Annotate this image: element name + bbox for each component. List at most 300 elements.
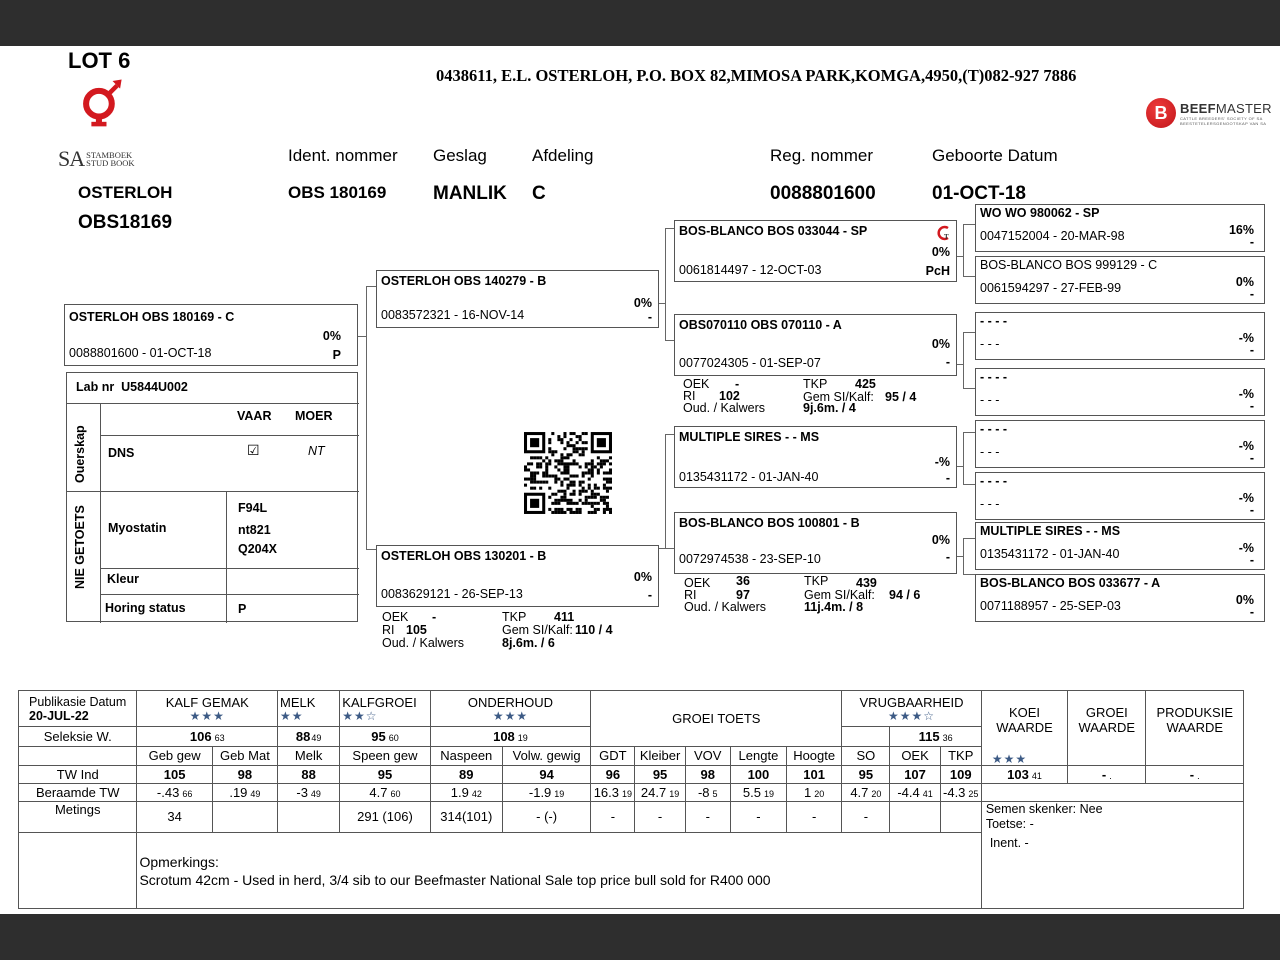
qr-module	[573, 432, 576, 435]
vrugbaarheid-label: VRUGBAARHEID	[859, 695, 964, 711]
gen3-flag: -	[1249, 451, 1254, 465]
trait-tw-index: 101	[787, 766, 842, 784]
sd-stats	[683, 378, 963, 420]
qr-module	[563, 493, 566, 496]
myostatin-label: Myostatin	[108, 521, 167, 535]
pedigree-sire[interactable]	[376, 270, 659, 328]
remarks-label: Opmerkings:	[139, 853, 219, 870]
qr-module	[576, 435, 579, 438]
qr-module	[585, 496, 588, 499]
qr-module	[536, 456, 539, 459]
beefmaster-sub2: BEESTETELERSGENOOTSKAP VAN SA	[1180, 120, 1267, 126]
qr-module	[551, 450, 554, 453]
qr-module	[591, 496, 594, 499]
qr-module	[566, 456, 569, 459]
pedigree-gen3-box[interactable]	[975, 574, 1265, 622]
qr-module	[557, 508, 560, 511]
trait-name: TKP	[940, 746, 981, 765]
qr-module	[548, 447, 551, 450]
sa-logo-line1: STAMBOEK	[86, 150, 133, 160]
ds-reg: 0135431172 - 01-JAN-40	[679, 470, 819, 484]
qr-module	[579, 490, 582, 493]
qr-module	[548, 441, 551, 444]
qr-module	[573, 481, 576, 484]
qr-module	[579, 435, 582, 438]
qr-module	[548, 462, 551, 465]
qr-module	[536, 471, 539, 474]
trait-tw-index: 107	[890, 766, 940, 784]
qr-module	[551, 493, 554, 496]
groei-waarde-label2: WAARDE	[1078, 720, 1136, 735]
qr-module	[566, 471, 569, 474]
qr-module	[582, 432, 585, 435]
qr-module	[576, 475, 579, 478]
qr-module	[570, 475, 573, 478]
qr-module	[579, 481, 582, 484]
qr-module	[609, 487, 612, 490]
qr-module	[579, 447, 582, 450]
trait-ebv-value: 24.7	[640, 785, 667, 800]
trait-ebv	[685, 784, 730, 802]
qr-module	[573, 493, 576, 496]
trait-ebv-acc: 25	[968, 789, 979, 799]
pub-date: 20-JUL-22	[29, 708, 89, 723]
qr-module	[597, 462, 600, 465]
qr-module	[548, 496, 551, 499]
gen3-flag: -	[1249, 399, 1254, 413]
gen3-pct: -%	[1238, 541, 1254, 555]
qr-module	[591, 502, 594, 505]
gen3-name: MULTIPLE SIRES - - MS	[980, 524, 1121, 538]
qr-module	[594, 465, 597, 468]
pedigree-gen3-box[interactable]	[975, 368, 1265, 416]
qr-module	[530, 475, 533, 478]
qr-module	[591, 465, 594, 468]
qr-module	[576, 462, 579, 465]
qr-module	[576, 508, 579, 511]
qr-module	[600, 499, 603, 502]
qr-module	[527, 468, 530, 471]
qr-module	[582, 453, 585, 456]
qr-module	[563, 511, 566, 514]
qr-module	[603, 502, 606, 505]
sd-flag: -	[945, 355, 950, 369]
qr-module	[588, 511, 591, 514]
melk-label: MELK	[280, 695, 316, 711]
qr-module	[585, 465, 588, 468]
qr-module	[548, 487, 551, 490]
sd-ri-label: RI	[683, 389, 696, 403]
qr-module	[557, 438, 560, 441]
qr-module	[560, 484, 563, 487]
qr-module	[573, 447, 576, 450]
trait-metings	[940, 802, 981, 833]
sire-reg: 0083572321 - 16-NOV-14	[381, 308, 525, 322]
dam-ri: 105	[406, 623, 427, 637]
qr-module	[600, 465, 603, 468]
pedigree-gen3-box[interactable]	[975, 472, 1265, 520]
trait-name: Geb gew	[137, 746, 212, 765]
trait-ebv	[730, 784, 786, 802]
qr-module	[560, 453, 563, 456]
trait-name: Naspeen	[430, 746, 502, 765]
onderhoud-sw-acc: 19	[517, 733, 528, 744]
trait-metings	[890, 802, 940, 833]
gen3-flag: -	[1249, 343, 1254, 357]
qr-module	[539, 462, 542, 465]
trait-ebv-value: 1.9	[450, 785, 469, 800]
qr-module	[524, 468, 527, 471]
qr-module	[609, 471, 612, 474]
qr-module	[548, 438, 551, 441]
dd-oud: 11j.4m. / 8	[804, 600, 864, 614]
qr-module	[551, 432, 554, 435]
trait-name: GDT	[591, 746, 635, 765]
gen3-name: - - - -	[980, 422, 1008, 436]
qr-module	[560, 511, 563, 514]
trait-name: Geb Mat	[212, 746, 277, 765]
qr-module	[524, 465, 527, 468]
qr-module	[579, 493, 582, 496]
trait-ebv-value: 1	[804, 785, 812, 800]
qr-code-icon[interactable]	[524, 432, 612, 514]
qr-module	[551, 511, 554, 514]
pedigree-gen3-box[interactable]	[975, 256, 1265, 304]
qr-module	[603, 496, 606, 499]
qr-module	[545, 465, 548, 468]
qr-module	[588, 487, 591, 490]
qr-module	[554, 450, 557, 453]
trait-ebv-acc: 42	[471, 789, 482, 799]
ss-name: BOS-BLANCO BOS 033044 - SP	[679, 224, 868, 238]
trait-ebv	[340, 784, 430, 802]
gen3-pct: -%	[1238, 491, 1254, 505]
trait-ebv	[635, 784, 685, 802]
dd-tkp-label: TKP	[804, 574, 829, 588]
trait-name: Speen gew	[340, 746, 430, 765]
produksie-tw: -	[1189, 767, 1195, 782]
trait-name: Kleiber	[635, 746, 685, 765]
trait-ebv-acc: 49	[250, 789, 261, 799]
not-tested-label: NIE GETOETS	[73, 505, 87, 589]
qr-module	[603, 471, 606, 474]
onderhoud-header	[430, 691, 591, 727]
qr-module	[594, 502, 597, 505]
gen3-pct: -%	[1238, 331, 1254, 345]
trait-ebv-acc: 19	[622, 789, 633, 799]
qr-module	[603, 499, 606, 502]
qr-module	[545, 462, 548, 465]
groei-waarde-label1: GROEI	[1085, 705, 1128, 720]
koei-stars-icon: ★★★	[991, 752, 1028, 766]
pedigree-gen3-box[interactable]	[975, 204, 1265, 252]
dam-oud-label: Oud. / Kalwers	[382, 636, 464, 650]
qr-module	[573, 459, 576, 462]
pedigree-subject[interactable]	[64, 304, 358, 366]
gen3-reg: - - -	[980, 497, 1000, 511]
ident-value: OBS 180169	[288, 183, 387, 202]
gen3-reg: 0061594297 - 27-FEB-99	[980, 281, 1122, 295]
qr-module	[566, 453, 569, 456]
trait-ebv-acc: 19	[669, 789, 680, 799]
qr-module	[570, 508, 573, 511]
qr-module	[609, 511, 612, 514]
gen3-name: - - - -	[980, 314, 1008, 328]
moer-header: MOER	[295, 409, 333, 423]
qr-module	[533, 456, 536, 459]
horn-value: P	[238, 602, 247, 616]
gen3-name: BOS-BLANCO BOS 033677 - A	[980, 576, 1161, 590]
dam-name: OSTERLOH OBS 130201 - B	[381, 549, 547, 563]
trait-name: VOV	[685, 746, 730, 765]
qr-module	[563, 490, 566, 493]
qr-module	[576, 450, 579, 453]
vrugbaarheid-sw-value: 115	[918, 729, 940, 745]
trait-ebv-value: -3	[296, 785, 308, 800]
qr-module	[585, 502, 588, 505]
pedigree-dam-sire[interactable]	[674, 426, 957, 488]
trait-ebv	[212, 784, 277, 802]
trait-ebv-value: -8	[697, 785, 710, 800]
qr-module	[533, 475, 536, 478]
pedigree-sire-sire[interactable]	[674, 220, 957, 282]
qr-module	[579, 453, 582, 456]
qr-module	[563, 499, 566, 502]
qr-module	[545, 475, 548, 478]
trait-metings: - (-)	[502, 802, 590, 833]
pedigree-sire-dam[interactable]	[674, 314, 957, 376]
qr-module	[573, 475, 576, 478]
qr-module	[606, 481, 609, 484]
colour-label: Kleur	[107, 572, 139, 586]
qr-module	[536, 481, 539, 484]
qr-module	[545, 471, 548, 474]
beefmaster-title-bold: BEEF	[1180, 100, 1216, 116]
qr-module	[560, 441, 563, 444]
trait-ebv-acc: 66	[182, 789, 193, 799]
trait-ebv	[842, 784, 890, 802]
herd-name: OSTERLOH	[78, 183, 173, 202]
vrugbaarheid-stars-icon: ★★★☆	[888, 709, 936, 724]
pedigree-dam[interactable]	[376, 545, 659, 607]
beefmaster-logo	[1146, 98, 1272, 128]
qr-module	[588, 502, 591, 505]
ident-label: Ident. nommer	[288, 146, 398, 165]
sd-tkp-label: TKP	[803, 377, 828, 391]
dns-label: DNS	[108, 446, 135, 460]
dob-value: 01-OCT-18	[932, 183, 1026, 204]
dam-reg: 0083629121 - 26-SEP-13	[381, 587, 523, 601]
qr-module	[573, 502, 576, 505]
melk-sw	[278, 727, 340, 746]
gen3-name: WO WO 980062 - SP	[980, 206, 1100, 220]
qr-module	[563, 456, 566, 459]
qr-module	[533, 487, 536, 490]
trait-ebv-value: 4.7	[369, 785, 388, 800]
onderhoud-stars-icon: ★★★	[492, 709, 529, 724]
ss-reg: 0061814497 - 12-OCT-03	[679, 263, 822, 277]
qr-module	[560, 508, 563, 511]
gen3-pct: 0%	[1235, 593, 1254, 607]
qr-module	[579, 465, 582, 468]
qr-module	[542, 475, 545, 478]
koei-acc: 41	[1031, 771, 1042, 781]
beefmaster-b-icon: B	[1146, 98, 1176, 128]
sex-value: MANLIK	[433, 183, 507, 204]
pub-date-cell	[19, 691, 137, 727]
gen3-flag: -	[1249, 503, 1254, 517]
qr-module	[551, 475, 554, 478]
qr-module	[591, 493, 594, 496]
qr-module	[576, 441, 579, 444]
myostatin-f94l: F94L	[238, 501, 268, 515]
kalfgroei-stars-icon: ★★☆	[342, 709, 378, 724]
dd-reg: 0072974538 - 23-SEP-10	[679, 552, 821, 566]
gen3-flag: -	[1249, 287, 1254, 301]
trait-tw-index: 100	[730, 766, 786, 784]
vrugbaarheid-sw-acc: 36	[942, 733, 953, 744]
qr-module	[570, 484, 573, 487]
gen3-reg: 0135431172 - 01-JAN-40	[980, 547, 1120, 561]
qr-module	[588, 471, 591, 474]
vaar-header: VAAR	[237, 409, 272, 423]
qr-module	[533, 481, 536, 484]
qr-module	[533, 478, 536, 481]
gen3-reg: 0047152004 - 20-MAR-98	[980, 229, 1125, 243]
qr-module	[594, 511, 597, 514]
parentage-label: Ouerskap	[73, 425, 87, 483]
qr-module	[582, 481, 585, 484]
sd-oud: 9j.6m. / 4	[803, 401, 856, 415]
dd-ri: 97	[736, 588, 750, 602]
pedigree-gen3-box[interactable]	[975, 522, 1265, 570]
qr-module	[554, 459, 557, 462]
gen3-reg: - - -	[980, 393, 1000, 407]
toetse-text: Toetse: -	[985, 817, 1034, 831]
trait-ebv	[591, 784, 635, 802]
kalfgroei-header	[340, 691, 430, 727]
qr-module	[530, 438, 539, 447]
qr-module	[570, 462, 573, 465]
qr-module	[606, 490, 609, 493]
qr-module	[548, 459, 551, 462]
qr-module	[585, 499, 588, 502]
onderhoud-sw-value: 108	[493, 729, 515, 745]
pedigree-dam-dam[interactable]	[674, 512, 957, 574]
semen-cell	[981, 802, 1243, 833]
qr-module	[606, 502, 609, 505]
trait-tw-index: 95	[635, 766, 685, 784]
qr-module	[524, 478, 527, 481]
metings-label: Metings	[19, 802, 137, 833]
qr-module	[609, 478, 612, 481]
qr-module	[554, 508, 557, 511]
trait-metings: -	[685, 802, 730, 833]
qr-module	[566, 465, 569, 468]
trait-tw-index: 105	[137, 766, 212, 784]
beefmaster-sub1: CATTLE BREEDERS' SOCIETY OF SA	[1180, 115, 1263, 121]
qr-module	[566, 487, 569, 490]
dam-tkp: 411	[554, 610, 575, 624]
dd-gem: 94 / 6	[889, 588, 921, 602]
qr-module	[566, 478, 569, 481]
qr-module	[603, 484, 606, 487]
qr-module	[606, 459, 609, 462]
qr-module	[570, 481, 573, 484]
onderhoud-label: ONDERHOUD	[467, 695, 554, 711]
sd-oek-label: OEK	[683, 377, 710, 391]
qr-module	[560, 490, 563, 493]
inent-text: Inent. -	[989, 836, 1029, 850]
trait-metings: 34	[137, 802, 212, 833]
subject-reg: 0088801600 - 01-OCT-18	[69, 346, 212, 360]
qr-module	[591, 468, 594, 471]
melk-stars-icon: ★★	[280, 709, 304, 724]
qr-module	[533, 471, 536, 474]
qr-module	[579, 484, 582, 487]
trait-tw-index: 98	[685, 766, 730, 784]
trait-tw-index: 98	[212, 766, 277, 784]
qr-module	[591, 490, 594, 493]
vrugbaarheid-sw	[890, 727, 981, 746]
qr-module	[603, 487, 606, 490]
produksie-acc: .	[1197, 771, 1200, 781]
kalfgroei-sw-value: 95	[371, 729, 386, 745]
trait-tw-index: 95	[842, 766, 890, 784]
trait-ebv-value: .19	[229, 785, 248, 800]
pedigree-gen3-box[interactable]	[975, 420, 1265, 468]
qr-module	[579, 508, 582, 511]
qr-module	[600, 496, 603, 499]
qr-module	[579, 438, 582, 441]
myostatin-nt821: nt821	[238, 523, 271, 537]
trait-ebv	[940, 784, 981, 802]
tw-ind-label: TW Ind	[19, 766, 137, 784]
pedigree-gen3-box[interactable]	[975, 312, 1265, 360]
qr-module	[563, 496, 566, 499]
qr-module	[548, 475, 551, 478]
qr-module	[591, 505, 594, 508]
produksie-label1: PRODUKSIE	[1156, 705, 1234, 720]
trait-ebv-value: -4.4	[897, 785, 920, 800]
dd-flag: -	[945, 550, 950, 564]
qr-module	[606, 487, 609, 490]
qr-module	[591, 459, 594, 462]
trait-metings: -	[730, 802, 786, 833]
dd-oek-label: OEK	[684, 576, 711, 590]
trait-name: Hoogte	[787, 746, 842, 765]
qr-module	[606, 505, 609, 508]
onderhoud-sw	[430, 727, 591, 746]
trait-ebv-value: 16.3	[593, 785, 620, 800]
koei-waarde-value	[981, 766, 1067, 784]
qr-module	[539, 487, 542, 490]
dd-gem-label: Gem SI/Kalf:	[804, 588, 875, 602]
trait-metings	[278, 802, 340, 833]
kalf-gemak-sw-value: 106	[189, 729, 212, 745]
sd-oud-label: Oud. / Kalwers	[683, 401, 765, 415]
qr-module	[551, 453, 554, 456]
trait-ebv	[278, 784, 340, 802]
qr-module	[606, 471, 609, 474]
qr-module	[609, 456, 612, 459]
qr-module	[579, 499, 582, 502]
dam-flag: -	[647, 588, 652, 602]
qr-module	[554, 481, 557, 484]
qr-module	[594, 508, 597, 511]
koei-tw: 103	[1007, 767, 1029, 782]
qr-module	[576, 447, 579, 450]
